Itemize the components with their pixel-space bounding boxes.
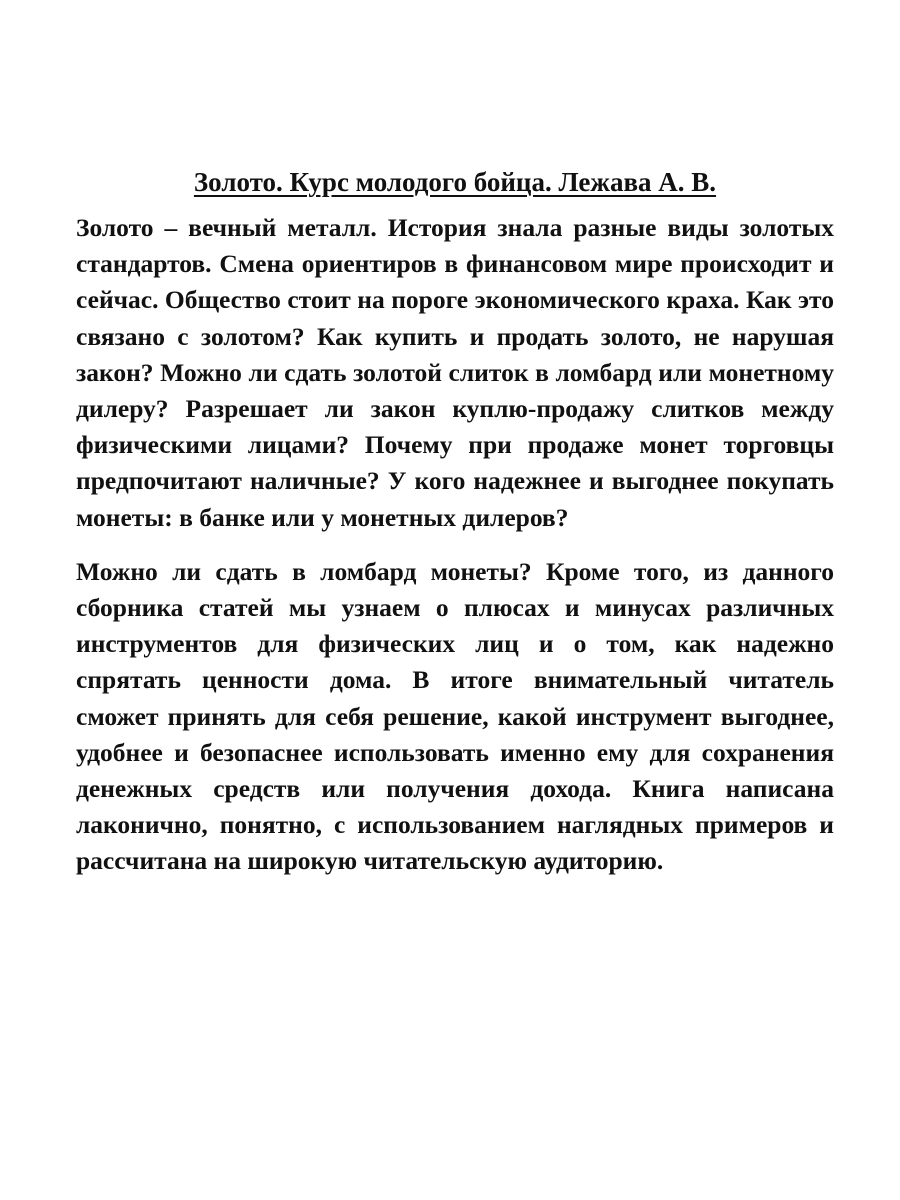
- document-title: Золото. Курс молодого бойца. Лежава А. В.: [193, 167, 717, 197]
- paragraph-2: Можно ли сдать в ломбард монеты? Кроме того, из данного сборника статей мы узнаем о плюсах и минусах различных инструментов для физических лиц и о том, как надежно спрятать ценности дома. В итоге внимательный читатель сможет принять для себя решение, какой инструмент выгоднее, удобнее и безопаснее использовать именно ему для сохранения денежных средств или получения дохода. Книга написана лаконично, понятно, с использованием наглядных примеров и рассчитана на широкую читательскую аудиторию.: [76, 556, 834, 876]
- paragraph-1: Золото – вечный металл. История знала разные виды золотых стандартов. Смена ориентиров в финансовом мире происходит и сейчас. Общество стоит на пороге экономического краха. Как это связано с золотом? Как купить и продать золото, не нарушая закон? Можно ли сдать золотой слиток в ломбард или монетному дилеру? Разрешает ли закон куплю-продажу слитков между физическими лицами? Почему при продаже монет торговцы предпочитают наличные? У кого надежнее и выгоднее покупать монеты: в банке или у монетных дилеров?: [76, 213, 834, 532]
